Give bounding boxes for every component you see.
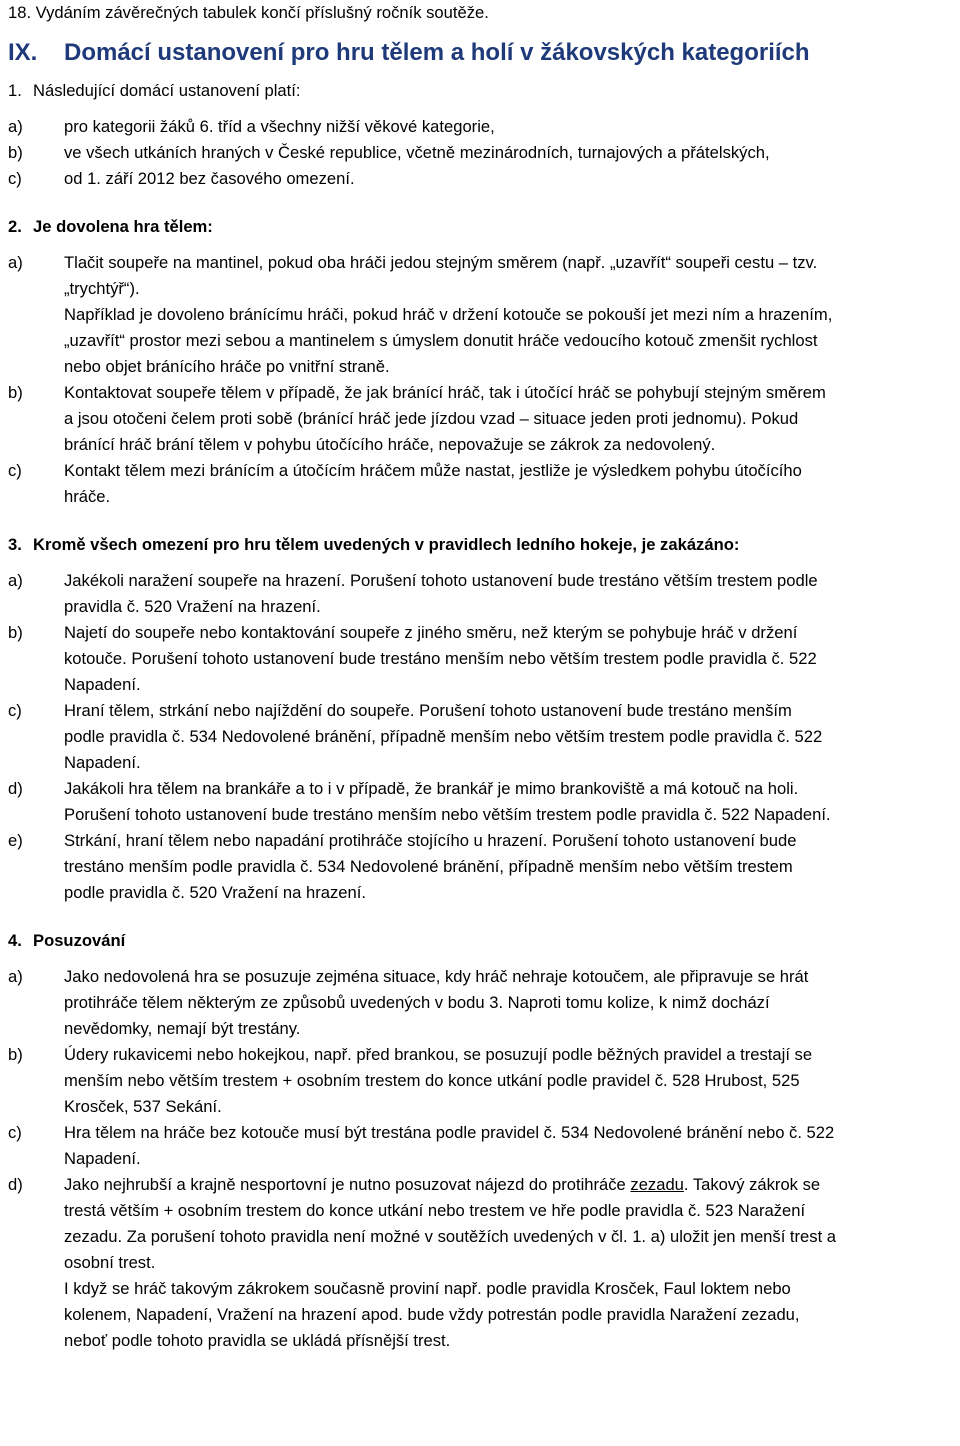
heading-title: Domácí ustanovení pro hru tělem a holí v žákovských kategoriích [64, 39, 810, 66]
list-item: e) Strkání, hraní tělem nebo napadání protihráče stojícího u hrazení. Porušení tohoto ustanovení bude trestáno menším podle pravidla č. 534 Nedovolené bránění, případně menším nebo větším trestem podle pravidla č. 520 Vražení na hrazení. [8, 831, 797, 902]
list-item: a) Jako nedovolená hra se posuzuje zejména situace, kdy hráč nehraje kotoučem, ale připravuje se hrát protihráče tělem některým ze způsobů uvedených v bodu 3. Naproti tomu kolize, k nimž dochází nevědomky, nemají být trestány. [8, 967, 809, 1038]
document-page [8, 0, 958, 1354]
section-3-title: 3. Kromě všech omezení pro hru tělem uvedených v pravidlech ledního hokeje, je zakázáno: [8, 532, 958, 558]
list-item: b) Kontaktovat soupeře tělem v případě, že jak bránící hráč, tak i útočící hráč se pohybují stejným směrem a jsou otočeni čelem proti sobě (bránící hráč jede jízdou vzad – situace jeden proti jednomu). Pokud bránící hráč brání tělem v pohybu útočícího hráče, nepovažuje se zákrok za nedovolený. [8, 383, 826, 454]
section-3-number: 3. [8, 535, 22, 554]
list-item: d) Jakákoli hra tělem na brankáře a to i v případě, že brankář je mimo brankoviště a má kotouč na holi. Porušení tohoto ustanovení bude trestáno menším nebo větším trestem podle pravidla č. 522 Napadení. [8, 779, 831, 824]
list-item: b) Údery rukavicemi nebo hokejkou, např. před brankou, se posuzují podle běžných pravidel a trestají se menším nebo větším trestem + osobním trestem do konce utkání podle pravidel č. 528 Hrubost, 525 Krosček, 537 Sekání. [8, 1045, 813, 1116]
list-item: c) od 1. září 2012 bez časového omezení. [8, 169, 355, 188]
list-item: b) ve všech utkáních hraných v České republice, včetně mezinárodních, turnajových a přátelských, [8, 143, 770, 162]
list-item: a) Jakékoli naražení soupeře na hrazení. Porušení tohoto ustanovení bude trestáno větším trestem podle pravidla č. 520 Vražení na hrazení. [8, 571, 818, 616]
list-item: b) Najetí do soupeře nebo kontaktování soupeře z jiného směru, než kterým se pohybuje hráč v držení kotouče. Porušení tohoto ustanovení bude trestáno menším nebo větším trestem podle pravidla č. 522 Napadení. [8, 623, 817, 694]
list-item: d) Jako nejhrubší a krajně nesportovní je nutno posuzovat nájezd do protihráče zezadu. Takový zákrok se trestá větším + osobním trestem do konce utkání nebo trestem ve hře podle pravidla č. 523 Naražení zezadu. Za porušení tohoto pravidla není možné v soutěžích uvedených v čl. 1. a) uložit jen menší trest a osobní trest. I když se hráč takovým zákrokem současně proviní např. podle pravidla Krosček, Faul loktem nebo kolenem, Napadení, Vražení na hrazení apod. bude vždy potrestán podle pravidla Naražení zezadu, neboť podle tohoto pravidla se ukládá přísnější trest. [8, 1175, 837, 1350]
section-heading [8, 38, 958, 68]
list-item: a) pro kategorii žáků 6. tříd a všechny nižší věkové kategorie, [8, 117, 495, 136]
list-item: a) Tlačit soupeře na mantinel, pokud oba hráči jedou stejným směrem (např. „uzavřít“ soupeři cestu – tzv. „trychtýř“). Například je dovoleno bránícímu hráči, pokud hráč v držení kotouče se pokouší jet mezi ním a hrazením, „uzavřít“ prostor mezi sebou a mantinelem s úmyslem donutit hráče vedoucího kotouč zmenšit rychlost nebo objet bránícího hráče po vnitřní straně. [8, 253, 833, 376]
section-4-number: 4. [8, 931, 22, 950]
section-1-number: 1. [8, 81, 22, 100]
top-line: 18. Vydáním závěrečných tabulek končí příslušný ročník soutěže. [8, 3, 489, 22]
underlined-word: zezadu [630, 1175, 684, 1194]
list-item: c) Hraní tělem, strkání nebo najíždění do soupeře. Porušení tohoto ustanovení bude trestáno menším podle pravidla č. 534 Nedovolené bránění, případně menším nebo větším trestem podle pravidla č. 522 Napadení. [8, 701, 823, 772]
section-4-title: 4. Posuzování [8, 928, 958, 954]
list-item: c) Hra tělem na hráče bez kotouče musí být trestána podle pravidel č. 534 Nedovolené bránění nebo č. 522 Napadení. [8, 1123, 835, 1168]
section-2-number: 2. [8, 217, 22, 236]
section-1-title: 1. Následující domácí ustanovení platí: [8, 78, 958, 104]
heading-number: IX. [8, 39, 38, 66]
list-item: c) Kontakt tělem mezi bránícím a útočícím hráčem může nastat, jestliže je výsledkem pohybu útočícího hráče. [8, 461, 802, 506]
section-2-title: 2. Je dovolena hra tělem: [8, 214, 958, 240]
